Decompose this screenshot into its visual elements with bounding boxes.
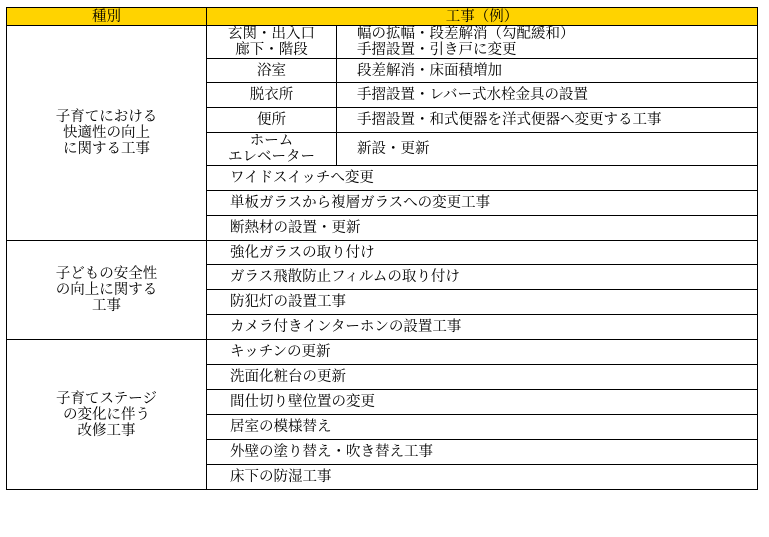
table-row [7,340,758,365]
work-item: 間仕切り壁位置の変更 [207,390,758,415]
table-row [7,26,758,59]
header-row [7,8,758,26]
work-bathroom: 段差解消・床面積増加 [337,59,758,83]
work-entrance: 幅の拡幅・段差解消（勾配緩和） 手摺設置・引き戸に変更 [337,26,758,59]
renovation-works-table [6,7,758,490]
work-item: 防犯灯の設置工事 [207,290,758,315]
area-elevator: ホーム エレベーター [207,133,337,166]
category-comfort: 子育てにおける 快適性の向上 に関する工事 [7,26,207,241]
work-item: キッチンの更新 [207,340,758,365]
area-toilet: 便所 [207,108,337,133]
work-item: 断熱材の設置・更新 [207,216,758,241]
work-dressing: 手摺設置・レバー式水栓金具の設置 [337,83,758,108]
header-type: 種別 [7,8,207,26]
work-item: 居室の模様替え [207,415,758,440]
area-bathroom: 浴室 [207,59,337,83]
table-row [7,241,758,265]
work-elevator: 新設・更新 [337,133,758,166]
work-toilet: 手摺設置・和式便器を洋式便器へ変更する工事 [337,108,758,133]
work-item: 単板ガラスから複層ガラスへの変更工事 [207,191,758,216]
area-dressing: 脱衣所 [207,83,337,108]
work-item: カメラ付きインターホンの設置工事 [207,315,758,340]
work-item: ワイドスイッチへ変更 [207,166,758,191]
work-item: 洗面化粧台の更新 [207,365,758,390]
area-entrance: 玄関・出入口 廊下・階段 [207,26,337,59]
header-work: 工事（例） [207,8,758,26]
category-life-stage: 子育てステージ の変化に伴う 改修工事 [7,340,207,490]
work-item: ガラス飛散防止フィルムの取り付け [207,265,758,290]
work-item: 外壁の塗り替え・吹き替え工事 [207,440,758,465]
work-item: 床下の防湿工事 [207,465,758,490]
work-item: 強化ガラスの取り付け [207,241,758,265]
category-safety: 子どもの安全性 の向上に関する 工事 [7,241,207,340]
